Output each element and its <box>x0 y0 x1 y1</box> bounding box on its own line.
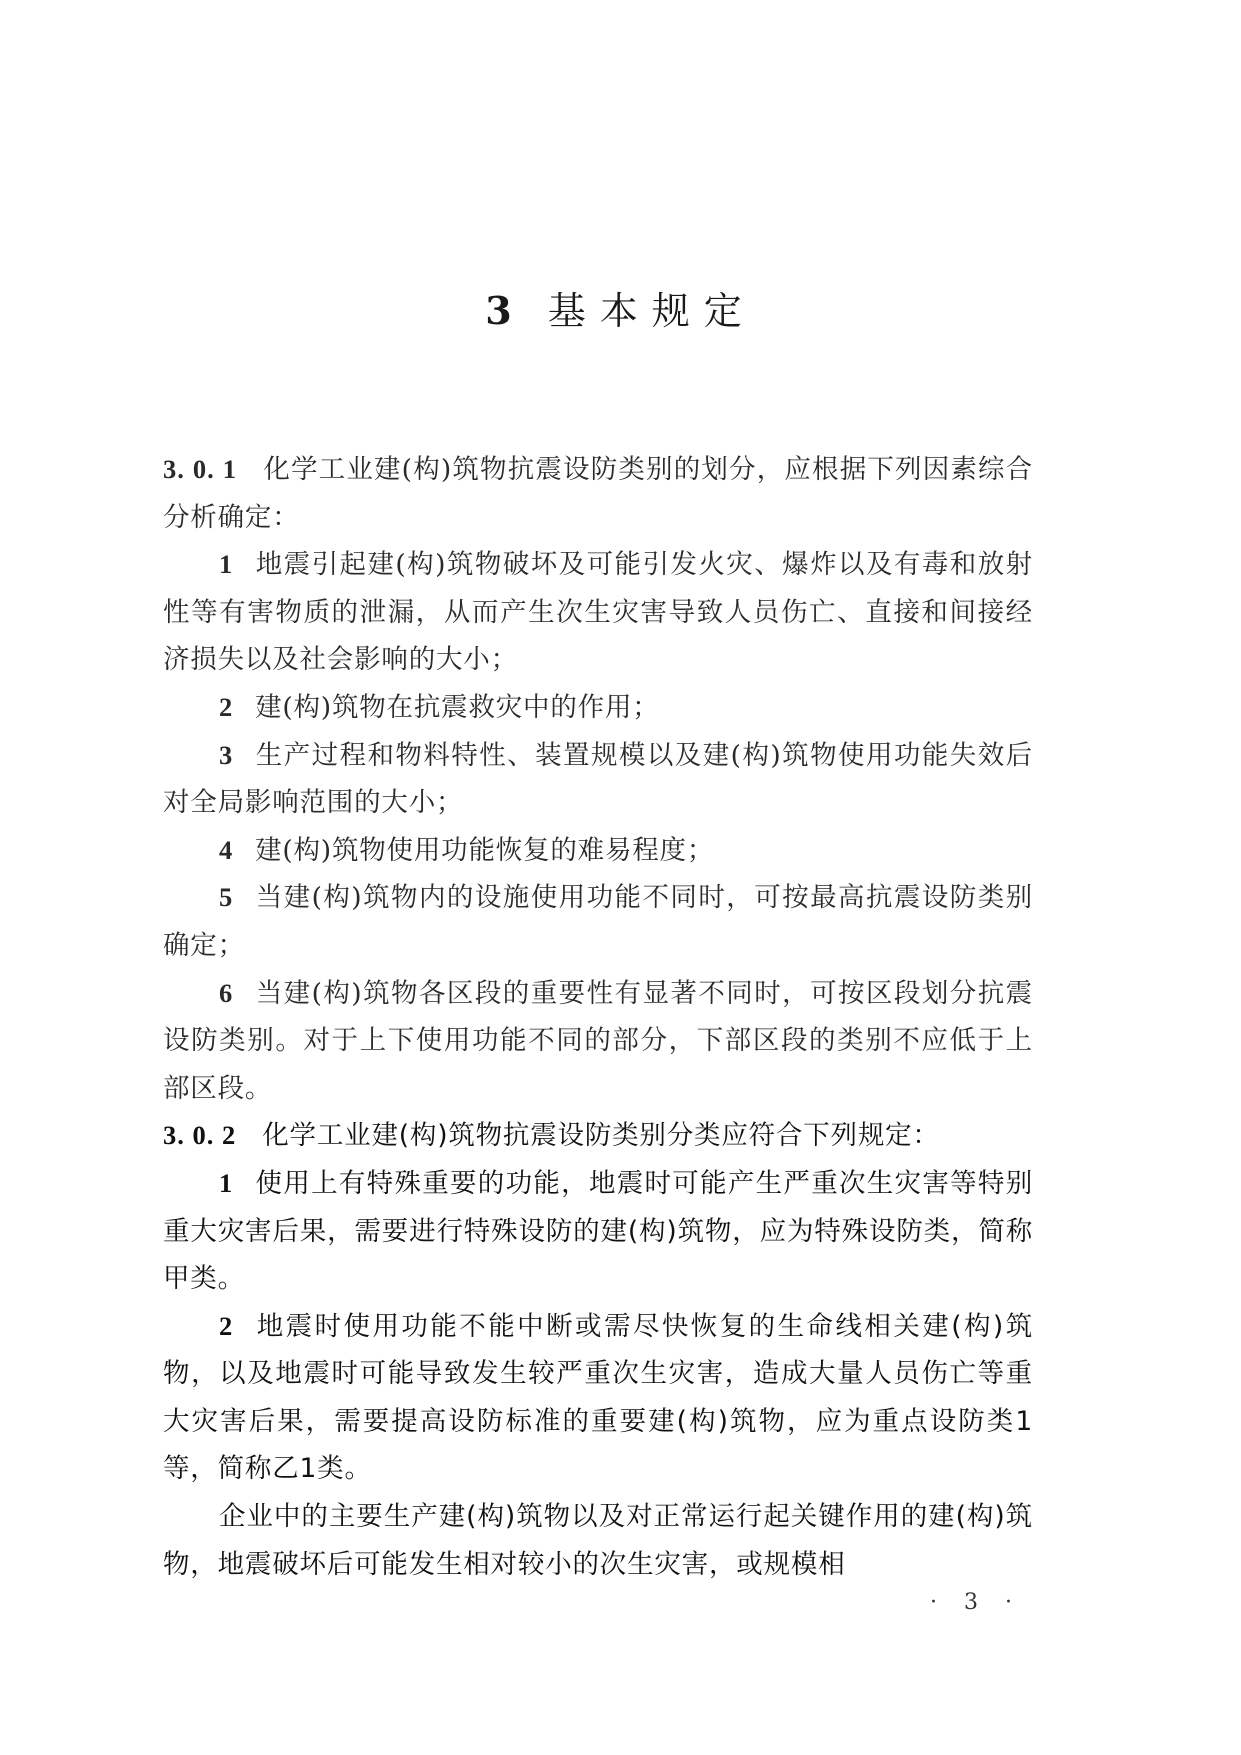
clause-intro: 化学工业建(构)筑物抗震设防类别的划分，应根据下列因素综合分析确定： <box>163 454 1033 533</box>
item-text: 当建(构)筑物各区段的重要性有显著不同时，可按区段划分抗震设防类别。对于上下使用功能不同的部分，下部区段的类别不应低于上部区段。 <box>163 977 1033 1104</box>
clause-3-0-2-item-2 <box>163 1303 1033 1493</box>
clause-number: 3. 0. 1 <box>163 454 237 484</box>
chapter-number: 3 <box>485 288 526 333</box>
clause-3-0-1-item-3 <box>163 732 1033 827</box>
item-text: 生产过程和物料特性、装置规模以及建(构)筑物使用功能失效后对全局影响范围的大小； <box>163 739 1033 819</box>
item-number: 1 <box>219 1167 234 1198</box>
item-text: 当建(构)筑物内的设施使用功能不同时，可按最高抗震设防类别确定； <box>163 882 1033 961</box>
item-text: 建(构)筑物使用功能恢复的难易程度； <box>255 834 715 866</box>
clause-3-0-2-continuation: 企业中的主要生产建(构)筑物以及对正常运行起关键作用的建(构)筑物，地震破坏后可能发生相对较小的次生灾害，或规模相 <box>163 1501 1033 1580</box>
clause-3-0-1-item-6 <box>163 970 1033 1113</box>
item-text: 地震引起建(构)筑物破坏及可能引发火灾、爆炸以及有毒和放射性等有害物质的泄漏，从而产生次生灾害导致人员伤亡、直接和间接经济损失以及社会影响的大小； <box>163 549 1033 676</box>
chapter-title: 基本规定 <box>547 289 756 333</box>
item-number: 2 <box>219 1310 234 1341</box>
chapter-heading <box>0 288 1241 333</box>
item-text: 建(构)筑物在抗震救灾中的作用； <box>255 691 660 723</box>
clause-3-0-1-item-2 <box>163 684 1033 732</box>
item-number: 4 <box>219 834 234 865</box>
item-number: 2 <box>219 691 234 722</box>
body-text <box>163 446 1033 1588</box>
clause-number: 3. 0. 2 <box>163 1120 237 1151</box>
item-number: 6 <box>219 977 234 1008</box>
clause-3-0-1-item-5 <box>163 874 1033 969</box>
item-number: 3 <box>219 739 234 770</box>
item-number: 5 <box>219 882 234 913</box>
clause-3-0-2 <box>163 1112 1033 1160</box>
item-text: 地震时使用功能不能中断或需尽快恢复的生命线相关建(构)筑物，以及地震时可能导致发生较严重次生灾害，造成大量人员伤亡等重大灾害后果，需要提高设防标准的重要建(构)筑物，应为重点设防类1等，简称乙1类。 <box>163 1310 1033 1485</box>
clause-3-0-1-item-1 <box>163 541 1033 684</box>
item-text: 使用上有特殊重要的功能，地震时可能产生严重次生灾害等特别重大灾害后果，需要进行特殊设防的建(构)筑物，应为特殊设防类，简称甲类。 <box>163 1167 1033 1295</box>
item-number: 1 <box>219 549 234 580</box>
clause-intro: 化学工业建(构)筑物抗震设防类别分类应符合下列规定： <box>262 1120 940 1152</box>
page-number: · 3 · <box>930 1590 1022 1615</box>
clause-3-0-2-item-1 <box>163 1160 1033 1303</box>
clause-3-0-1 <box>163 446 1033 541</box>
clause-3-0-1-item-4 <box>163 827 1033 875</box>
